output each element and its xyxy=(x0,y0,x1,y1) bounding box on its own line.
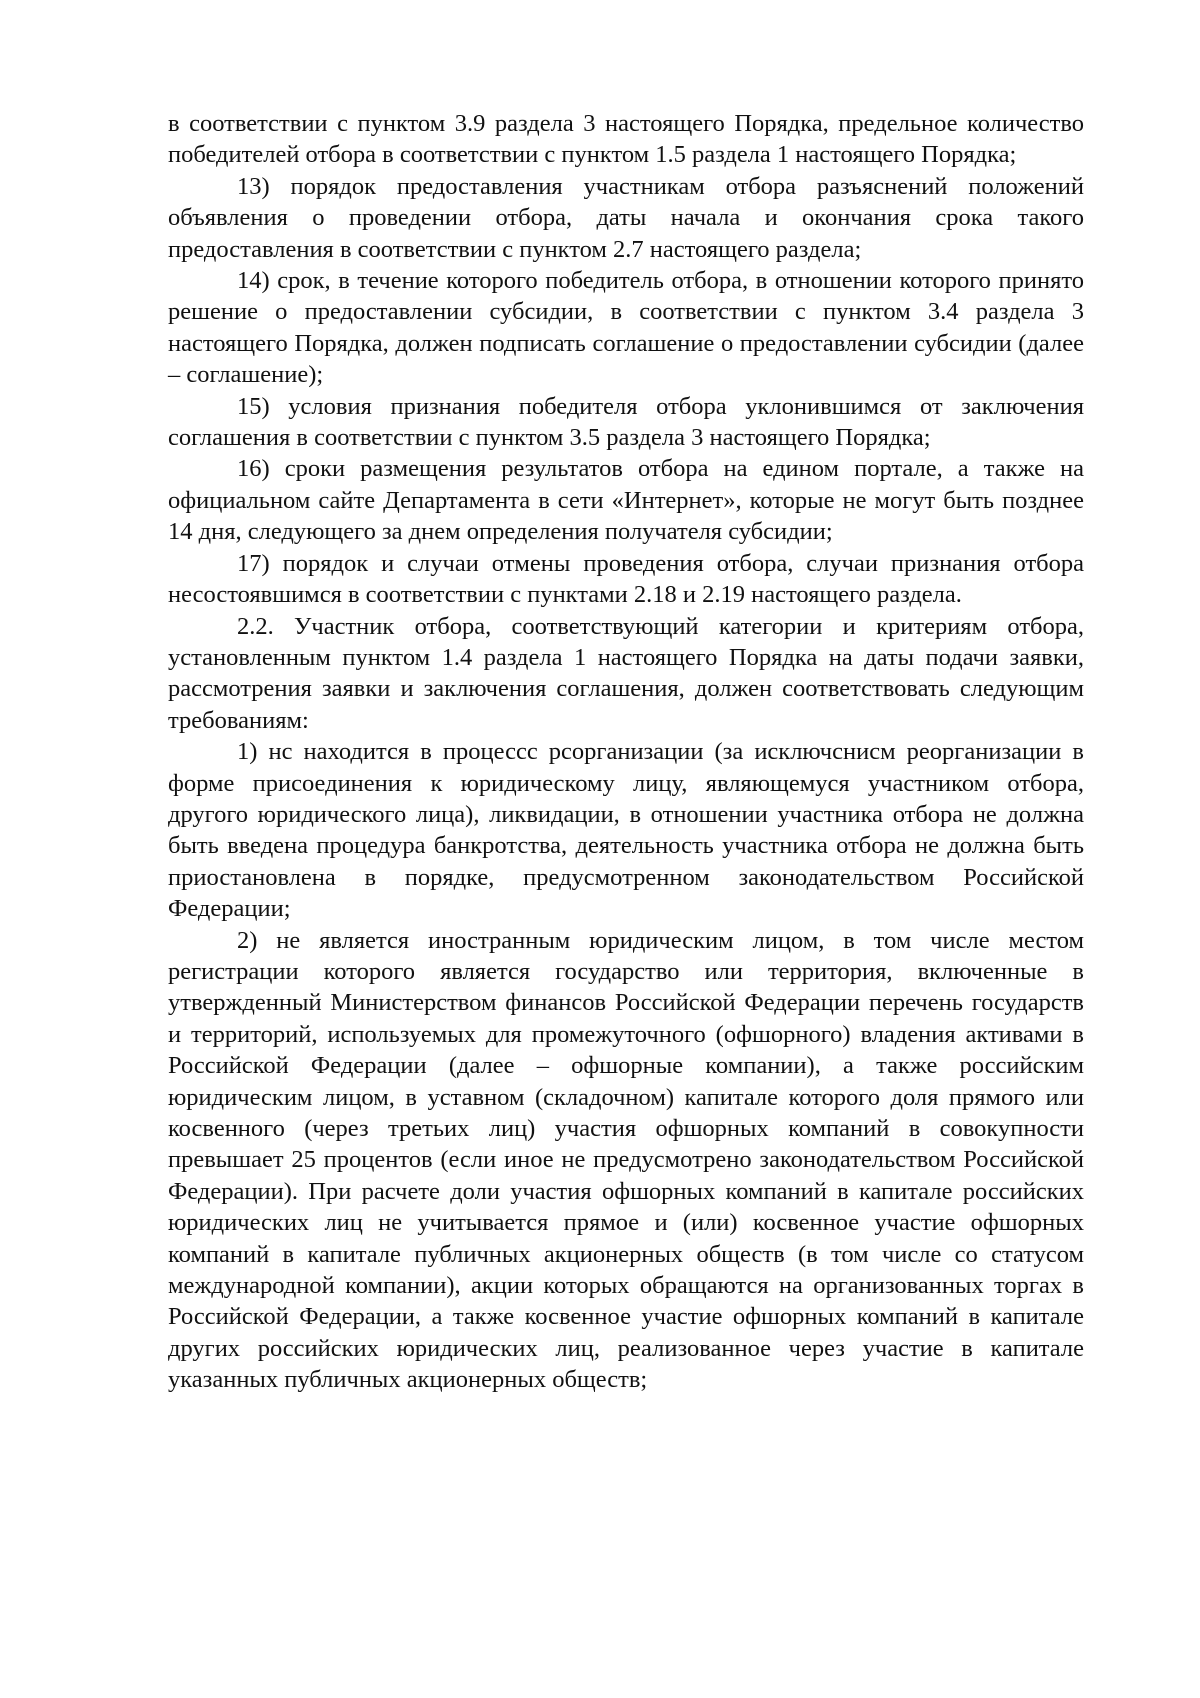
paragraph-item-16: 16) сроки размещения результатов отбора на едином портале, а также на официальном сайте Департамента в сети «Интернет», которые не могут быть позднее 14 дня, следующего за днем определения получателя субсидии; xyxy=(168,455,1084,546)
document-page xyxy=(168,108,1084,1396)
paragraph-continuation: в соответствии с пунктом 3.9 раздела 3 настоящего Порядка, предельное количество победителей отбора в соответствии с пунктом 1.5 раздела 1 настоящего Порядка; xyxy=(168,110,1084,169)
paragraph-item-15: 15) условия признания победителя отбора уклонившимся от заключения соглашения в соответствии с пунктом 3.5 раздела 3 настоящего Порядка; xyxy=(168,392,1084,452)
paragraph-requirement-2: 2) не является иностранным юридическим лицом, в том числе местом регистрации которого является государство или территория, включенные в утвержденный Министерством финансов Российской Федерации перечень государств и территорий, используемых для промежуточного (офшорного) владения активами в Российской Федерации (далее – офшорные компании), а также российским юридическим лицом, в уставном (складочном) капитале которого доля прямого или косвенного (через третьих лиц) участия офшорных компаний в совокупности превышает 25 процентов (если иное не предусмотрено законодательством Российской Федерации). При расчете доли участия офшорных компаний в капитале российских юридических лиц не учитывается прямое и (или) косвенное участие офшорных компаний в капитале публичных акционерных обществ (в том числе со статусом международной компании), акции которых обращаются на организованных торгах в Российской Федерации, а также косвенное участие офшорных компаний в капитале других российских юридических лиц, реализованное через участие в капитале указанных публичных акционерных обществ; xyxy=(168,926,1084,1394)
paragraph-section-2-2: 2.2. Участник отбора, соответствующий категории и критериям отбора, установленным пунктом 1.4 раздела 1 настоящего Порядка на даты подачи заявки, рассмотрения заявки и заключения соглашения, должен соответствовать следующим требованиям: xyxy=(168,612,1084,734)
paragraph-item-17: 17) порядок и случаи отмены проведения отбора, случаи признания отбора несостоявшимся в соответствии с пунктами 2.18 и 2.19 настоящего раздела. xyxy=(168,549,1084,609)
paragraph-item-13: 13) порядок предоставления участникам отбора разъяснений положений объявления о проведении отбора, даты начала и окончания срока такого предоставления в соответствии с пунктом 2.7 настоящего раздела; xyxy=(168,172,1084,263)
paragraph-requirement-1: 1) нс находится в процессс рсорганизации (за исключснисм реорганизации в форме присоединения к юридическому лицу, являющемуся участником отбора, другого юридического лица), ликвидации, в отношении участника отбора не должна быть введена процедура банкротства, деятельность участника отбора не должна быть приостановлена в порядке, предусмотренном законодательством Российской Федерации; xyxy=(168,738,1084,923)
paragraph-item-14: 14) срок, в течение которого победитель отбора, в отношении которого принято решение о предоставлении субсидии, в соответствии с пунктом 3.4 раздела 3 настоящего Порядка, должен подписать соглашение о предоставлении субсидии (далее – соглашение); xyxy=(168,267,1084,389)
